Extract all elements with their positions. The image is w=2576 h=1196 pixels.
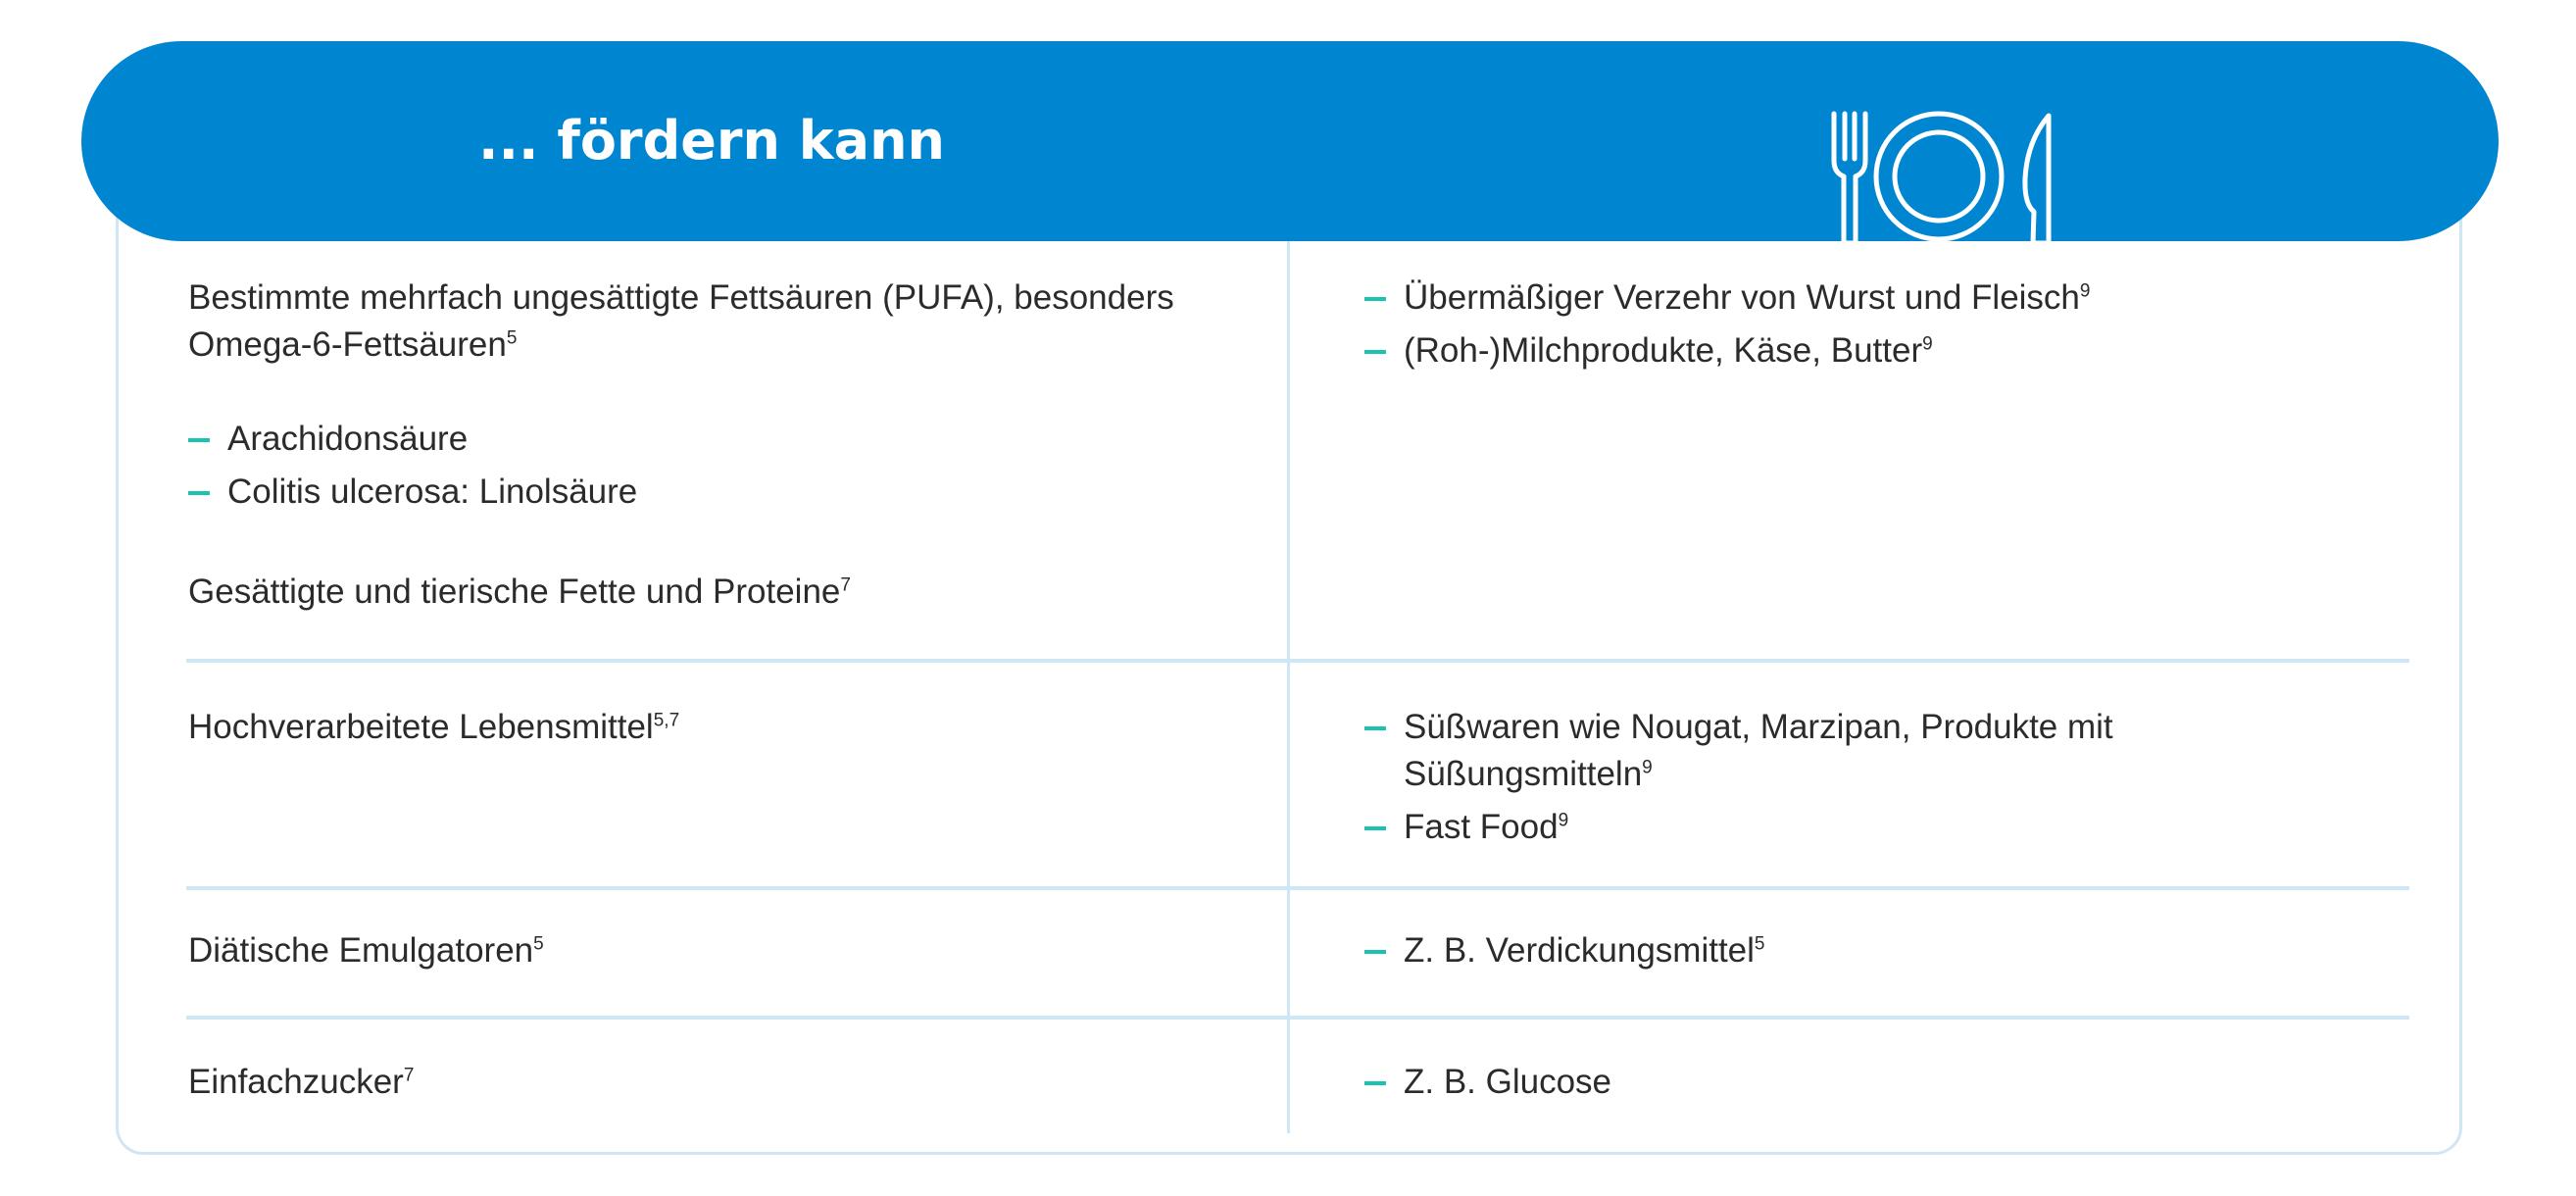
row-3-left-cell	[188, 927, 1247, 974]
row-2-left-cell	[188, 704, 1247, 751]
row-2-text: Hochverarbeitete Lebensmittel$^{5,7}$	[188, 708, 680, 746]
list-item: Z. B. Verdickungsmittel$^5$	[1364, 927, 2403, 974]
row-4-right-cell	[1364, 1059, 2403, 1112]
list-item: Z. B. Glucose	[1364, 1059, 2403, 1106]
row-1-left-list	[188, 416, 1247, 516]
row-1-outro: Gesättigte und tierische Fette und Proteine$^7$	[188, 573, 851, 611]
row-3-text: Diätische Emulgatoren$^5$	[188, 931, 544, 970]
list-item: Colitis ulcerosa: Linolsäure	[188, 469, 1247, 516]
row-1-left-cell	[188, 274, 1247, 616]
table-header	[81, 41, 2499, 241]
list-item: (Roh-)Milchprodukte, Käse, Butter$^9$	[1364, 327, 2403, 374]
column-divider	[1287, 241, 1290, 1133]
row-3-right-cell	[1364, 927, 2403, 980]
row-1-intro: Bestimmte mehrfach ungesättigte Fettsäuren (PUFA), besonders Omega-6-Fettsäuren$^5$	[188, 278, 1174, 364]
plate-fork-knife-icon	[1831, 110, 2056, 249]
row-4-left-cell	[188, 1059, 1247, 1106]
header-title: ... fördern kann	[478, 110, 945, 172]
row-1-right-cell	[1364, 274, 2403, 380]
list-item: Süßwaren wie Nougat, Marzipan, Produkte mit Süßungsmitteln$^9$	[1364, 704, 2207, 798]
row-4-right-list	[1364, 1059, 2403, 1106]
list-item: Arachidonsäure	[188, 416, 1247, 463]
row-1-right-list	[1364, 274, 2403, 374]
row-2-right-cell	[1364, 704, 2207, 857]
list-item: Übermäßiger Verzehr von Wurst und Fleisch$^9$	[1364, 274, 2403, 322]
row-4-text: Einfachzucker$^7$	[188, 1063, 415, 1101]
list-item: Fast Food$^9$	[1364, 804, 2207, 851]
row-divider	[186, 886, 2409, 890]
row-divider	[186, 1016, 2409, 1020]
row-3-right-list	[1364, 927, 2403, 974]
row-2-right-list	[1364, 704, 2207, 851]
row-divider	[186, 659, 2409, 663]
